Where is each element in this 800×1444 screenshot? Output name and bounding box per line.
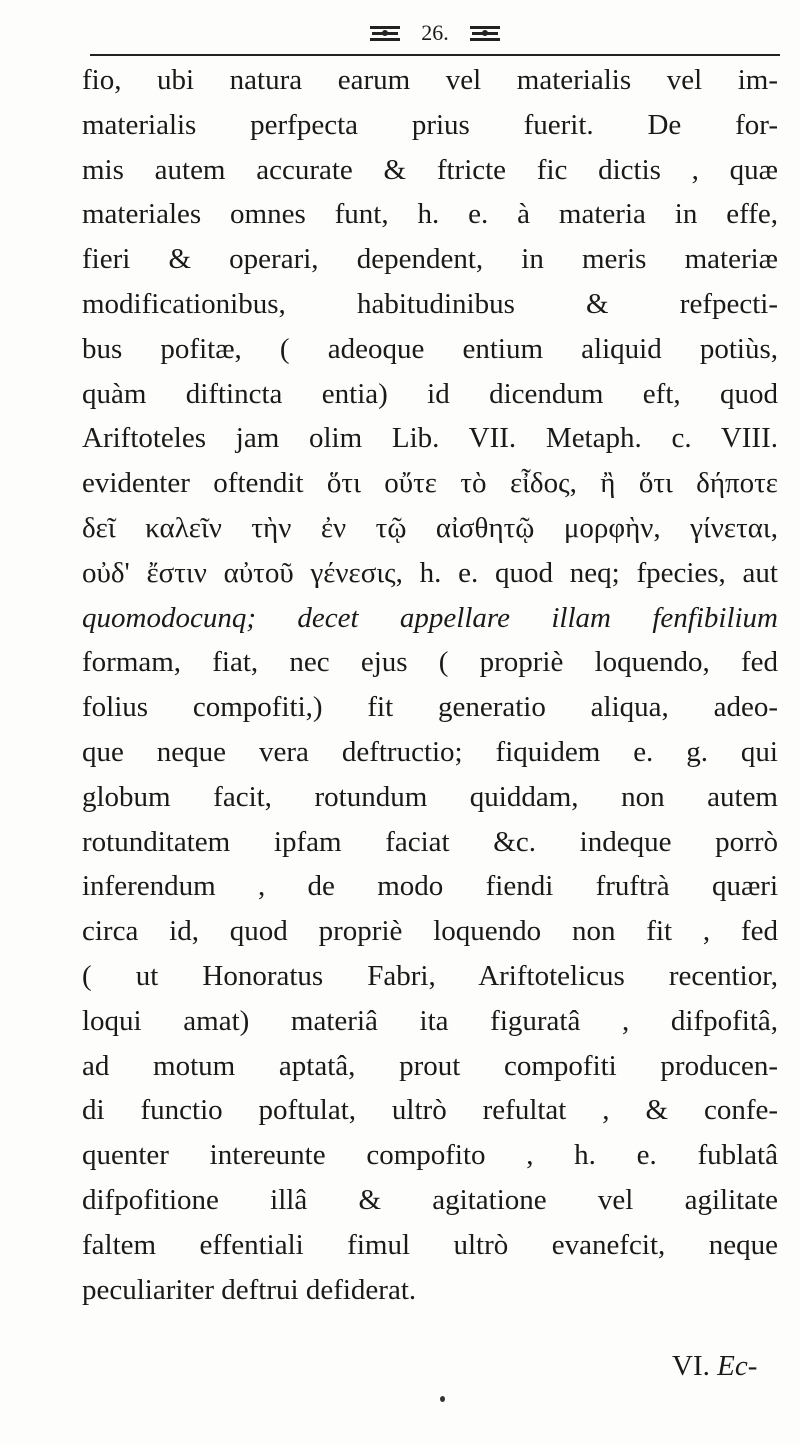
text-line: inferendum , de modo fiendi fruftrà quæri <box>82 870 778 903</box>
running-head <box>90 18 780 46</box>
text-line: folius compofiti,) fit generatio aliqua, adeo- <box>82 691 778 724</box>
greek-quote-line: οὐδ' ἔστιν αὐτοῦ γένεσις, h. e. quod neq; fpecies, aut <box>82 556 778 589</box>
text-line: di functio poftulat, ultrò refultat , & confe- <box>82 1094 778 1127</box>
text-line: ad motum aptatâ, prout compofiti producen- <box>82 1049 778 1082</box>
catchword <box>672 1350 757 1383</box>
text-line: quomodocunq; decet appellare illam fenfibilium <box>82 601 778 634</box>
text-line: globum facit, rotundum quiddam, non autem <box>82 780 778 813</box>
page-number: 26. <box>421 19 449 45</box>
catchword-roman: VI. <box>672 1350 718 1382</box>
text-line: faltem effentiali fimul ultrò evanefcit, neque <box>82 1228 778 1261</box>
page-header <box>90 12 780 52</box>
text-line: ( ut Honoratus Fabri, Ariftotelicus recentior, <box>82 959 778 992</box>
text-line: quàm diftincta entia) id dicendum eft, quod <box>82 377 778 410</box>
left-ornament-icon <box>368 22 402 44</box>
text-line: que neque vera deftructio; fiquidem e. g. qui <box>82 735 778 768</box>
text-line: materialis perfpecta prius fuerit. De for- <box>82 108 778 141</box>
text-line: fio, ubi natura earum vel materialis vel im- <box>82 64 778 96</box>
text-line: fieri & operari, dependent, in meris materiæ <box>82 243 778 276</box>
text-line: quenter intereunte compofito , h. e. fublatâ <box>82 1139 778 1172</box>
body-text <box>82 58 778 1312</box>
text-line: difpofitione illâ & agitatione vel agilitate <box>82 1183 778 1216</box>
text-line: modificationibus, habitudinibus & refpecti- <box>82 287 778 320</box>
greek-quote-line: δεῖ καλεῖν τὴν ἐν τῷ αἰσθητῷ μορφὴν, γίνεται, <box>82 511 778 544</box>
text-line: materiales omnes funt, h. e. à materia in effe, <box>82 198 778 231</box>
header-rule <box>90 54 780 56</box>
greek-quote-line: evidenter oftendit ὅτι οὔτε τὸ εἶδος, ἢ ὅτι δήποτε <box>82 467 778 500</box>
catchword-italic: Ec- <box>717 1350 758 1382</box>
right-ornament-icon <box>468 22 502 44</box>
text-line: loqui amat) materiâ ita figuratâ , difpofitâ, <box>82 1004 778 1037</box>
ink-speck <box>440 1396 445 1402</box>
text-line: peculiariter deftrui defiderat. <box>82 1273 417 1306</box>
text-line: formam, fiat, nec ejus ( propriè loquendo, fed <box>82 646 778 679</box>
text-line: circa id, quod propriè loquendo non fit , fed <box>82 915 778 948</box>
text-line: bus pofitæ, ( adeoque entium aliquid potiùs, <box>82 332 778 365</box>
text-line: mis autem accurate & ftricte fic dictis , quæ <box>82 153 778 186</box>
text-line: rotunditatem ipfam faciat &c. indeque porrò <box>82 825 778 858</box>
text-line: Ariftoteles jam olim Lib. VII. Metaph. c. VIII. <box>82 422 778 455</box>
